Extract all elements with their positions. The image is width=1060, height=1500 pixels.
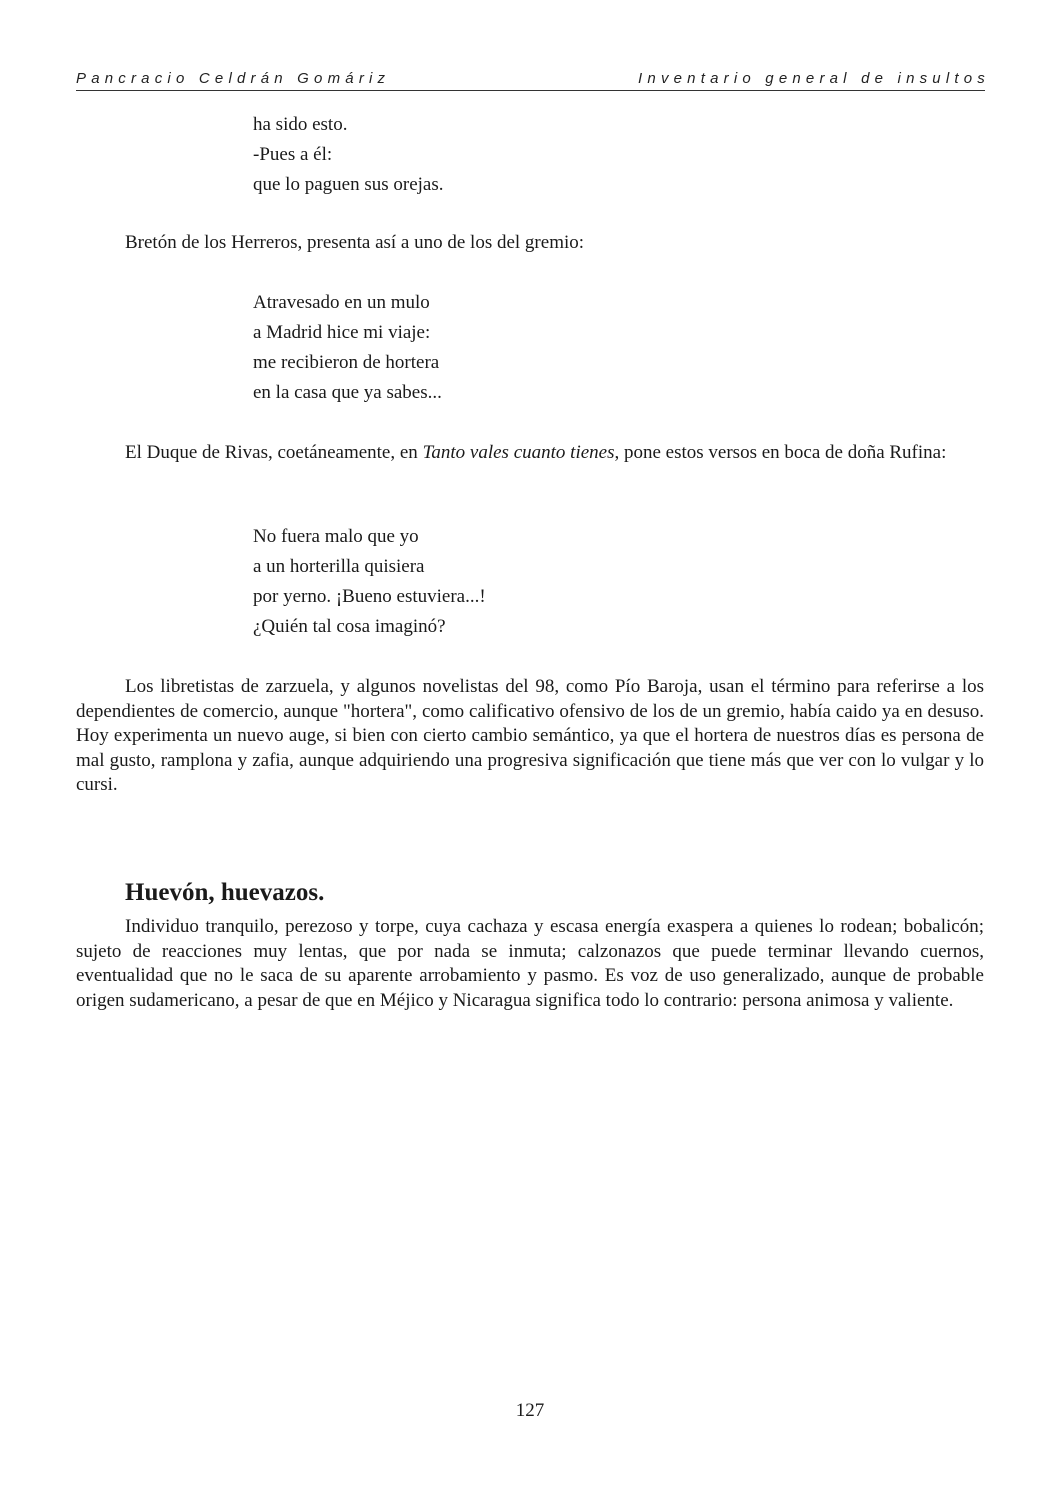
verse-line: a Madrid hice mi viaje: (253, 322, 431, 343)
verse-block-3 (253, 522, 853, 642)
entry-heading: Huevón, huevazos. (125, 879, 325, 906)
duque-text-before: El Duque de Rivas, coetáneamente, en (125, 442, 423, 463)
paragraph-duque-de-rivas (76, 441, 984, 466)
verse-line: -Pues a él: (253, 144, 333, 165)
header-author: Pancracio Celdrán Gomáriz (76, 70, 391, 87)
verse-line: No fuera malo que yo (253, 526, 419, 547)
running-header (76, 70, 990, 91)
verse-block-2 (253, 288, 853, 408)
verse-line: en la casa que ya sabes... (253, 382, 442, 403)
verse-block-1 (253, 110, 853, 200)
verse-line: ha sido esto. (253, 114, 348, 135)
header-book-title: Inventario general de insultos (638, 70, 990, 87)
verse-line: por yerno. ¡Bueno estuviera...! (253, 586, 486, 607)
work-title-italic: Tanto vales cuanto tienes (422, 442, 615, 463)
page-number: 127 (515, 1400, 545, 1421)
verse-line: que lo paguen sus orejas. (253, 174, 444, 195)
verse-line: a un horterilla quisiera (253, 556, 425, 577)
verse-line: me recibieron de hortera (253, 352, 440, 373)
verse-line: Atravesado en un mulo (253, 292, 430, 313)
entry-definition: Individuo tranquilo, perezoso y torpe, cuya cachaza y escasa energía exaspera a quienes lo rodean; bobalicón; sujeto de reacciones muy lentas, que por nada se inmuta; calzonazos que puede terminar llevando cuernos, eventualidad que no le saca de su aparente arrobamiento y pasmo. Es voz de uso generalizado, aunque de probable origen sudamericano, a pesar de que en Méjico y Nicaragua significa todo lo contrario: persona animosa y valiente. (76, 916, 984, 1011)
paragraph-breton: Bretón de los Herreros, presenta así a uno de los del gremio: (125, 232, 585, 253)
verse-line: ¿Quién tal cosa imaginó? (253, 616, 446, 637)
duque-text-after: , pone estos versos en boca de doña Rufina: (614, 442, 947, 463)
paragraph-libretistas: Los libretistas de zarzuela, y algunos novelistas del 98, como Pío Baroja, usan el término para referirse a los dependientes de comercio, aunque "hortera", como calificativo ofensivo de los de un gremio, había caido ya en desuso. Hoy experimenta un nuevo auge, si bien con cierto cambio semántico, ya que el hortera de nuestros días es persona de mal gusto, ramplona y zafia, aunque adquiriendo una progresiva significación que tiene más que ver con lo vulgar y lo cursi. (76, 676, 984, 795)
